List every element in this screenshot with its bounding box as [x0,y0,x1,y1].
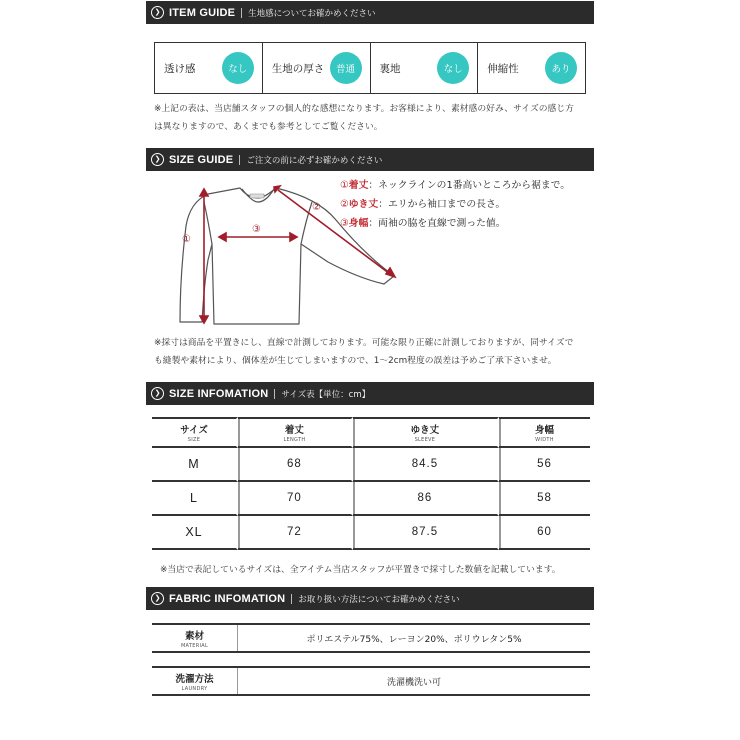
divider [241,8,242,18]
size-guide-note [154,334,594,370]
table-cell: 86 [353,482,499,516]
fabric-info-subtitle: お取り扱い方法についてお確かめください [298,594,460,605]
table-row [152,448,590,482]
definition-key: 身幅 [348,218,369,229]
guide-label: 裏地 [379,62,401,75]
size-table [152,417,590,550]
column-header: 身幅 WIDTH [499,417,590,448]
definition-number: ② [340,199,349,210]
note-line: ※採寸は商品を平置きにし、直線で計測しております。可能な限り正確に計測しておりますが、同サイズで [154,338,574,348]
fabric-value: 洗濯機洗い可 [386,677,441,688]
guide-cell-stretch [478,43,585,93]
table-cell: 58 [499,482,590,516]
size-guide-header [146,148,594,171]
size-info-header [146,382,594,405]
table-cell: XL [152,516,238,550]
diagram-mark-3: ③ [252,224,261,235]
fabric-row-material [152,623,590,653]
item-guide-subtitle: 生地感についてお確かめください [248,8,376,19]
column-header: 着丈 LENGTH [238,417,353,448]
definition-number: ③ [340,218,349,229]
item-guide-title: ITEM GUIDE [169,6,236,19]
size-guide-subtitle: ご注文の前に必ずお確かめください [246,155,383,166]
item-guide-header [146,1,594,24]
diagram-mark-1: ① [182,234,191,245]
guide-cell-lining [371,43,479,93]
table-cell: M [152,448,238,482]
guide-cell-transparency [155,43,263,93]
column-header: サイズ SIZE [152,417,238,448]
guide-badge: なし [222,52,254,84]
table-cell: 70 [238,482,353,516]
chevron-right-icon: ❯ [151,387,164,400]
guide-badge: あり [545,52,577,84]
divider [239,155,240,165]
guide-cell-thickness [263,43,371,93]
table-cell: 87.5 [353,516,499,550]
table-cell: 56 [499,448,590,482]
definition-sleeve [340,195,570,214]
definition-number: ① [340,180,349,191]
guide-label: 伸縮性 [487,62,519,75]
definition-key: 着丈 [348,180,369,191]
size-info-title: SIZE INFOMATION [169,387,269,400]
table-cell: 60 [499,516,590,550]
chevron-right-icon: ❯ [151,592,164,605]
size-info-subtitle: サイズ表【単位：cm】 [281,389,371,400]
fabric-key: 洗濯方法 LAUNDRY [152,668,238,694]
size-table-header [152,417,590,448]
definition-text: ：ネックラインの1番高いところから裾まで。 [368,180,571,191]
table-cell: 72 [238,516,353,550]
definition-key: ゆき丈 [348,199,379,210]
divider [291,594,292,604]
guide-label: 透け感 [164,62,196,75]
note-line: も縫製や素材により、個体差が生じてしまいますので、1～2cm程度の誤差は予めご了承下さいませ。 [154,356,557,366]
table-cell: 68 [238,448,353,482]
divider [274,389,275,399]
fabric-key: 素材 MATERIAL [152,625,238,651]
definition-text: ：エリから袖口までの長さ。 [378,199,506,210]
item-guide-note [154,100,594,136]
fabric-info-header [146,587,594,610]
table-cell: 84.5 [353,448,499,482]
fabric-info-title: FABRIC INFOMATION [169,592,286,605]
note-line: は異なりますので、あくまでも参考としてご覧ください。 [154,122,383,132]
table-row [152,516,590,550]
fabric-value: ポリエステル75%、レーヨン20%、ポリウレタン5% [306,634,522,645]
definition-width [340,214,570,233]
column-header: ゆき丈 SLEEVE [353,417,499,448]
note-line: ※上記の表は、当店舗スタッフの個人的な感想になります。お客様により、素材感の好み、サイズの感じ方 [154,104,574,114]
item-guide-table [154,42,586,94]
guide-label: 生地の厚さ [271,62,325,75]
size-info-note: ※当店で表記しているサイズは、全アイテム当店スタッフが平置きで採寸した数値を記載しています。 [160,565,561,575]
table-cell: L [152,482,238,516]
definition-text: ：両袖の脇を直線で測った値。 [368,218,506,229]
guide-badge: 普通 [330,52,362,84]
diagram-mark-2: ② [312,202,321,213]
fabric-row-laundry [152,666,590,696]
table-row [152,482,590,516]
size-guide-title: SIZE GUIDE [169,153,234,166]
size-guide-definitions [340,176,570,233]
guide-badge: なし [437,52,469,84]
chevron-right-icon: ❯ [151,6,164,19]
definition-length [340,176,570,195]
chevron-right-icon: ❯ [151,153,164,166]
